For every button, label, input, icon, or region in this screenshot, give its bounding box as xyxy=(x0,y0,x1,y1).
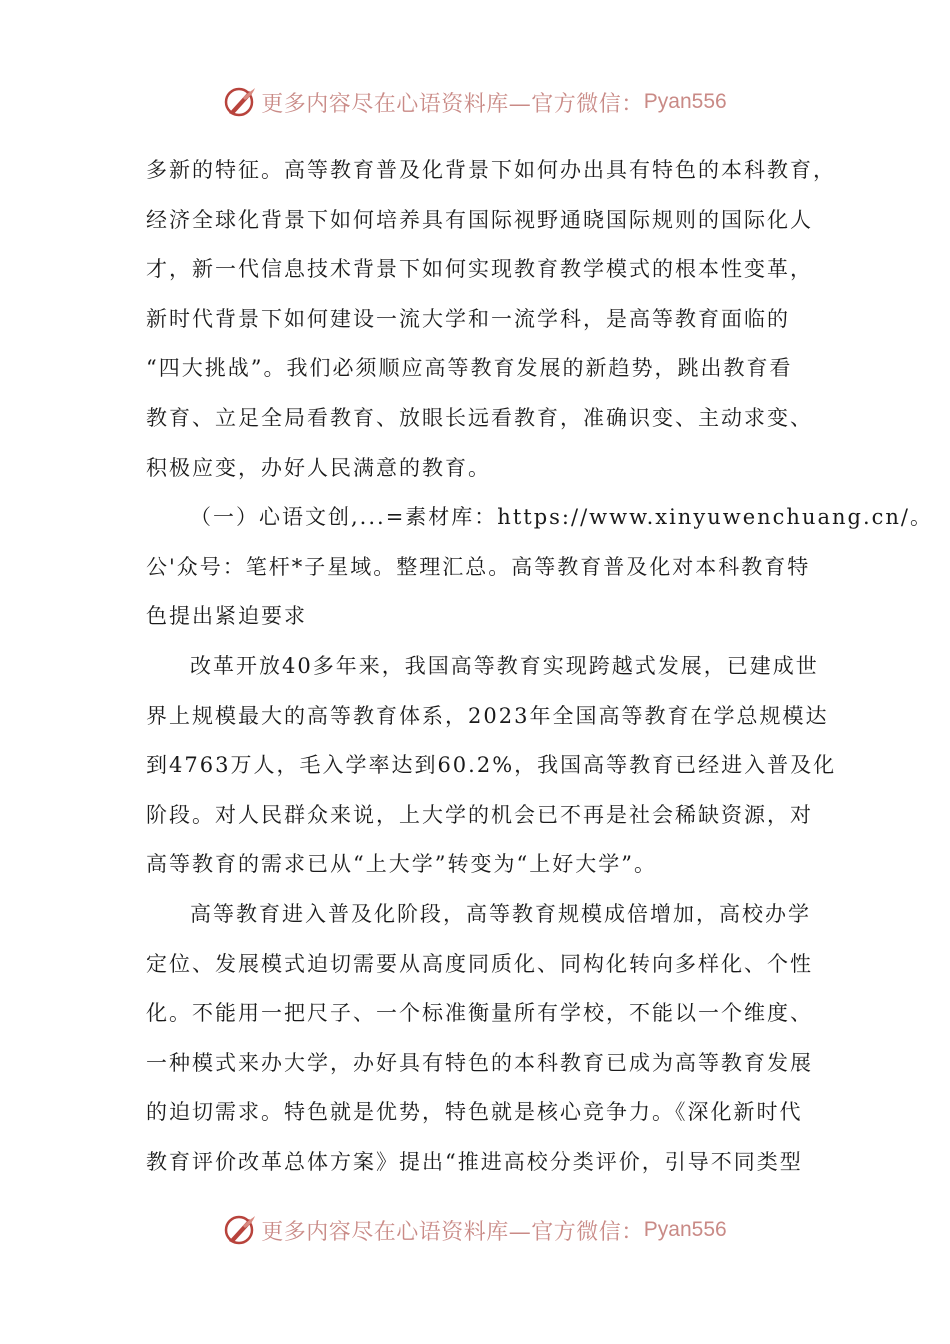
body-line: 改革开放40多年来，我国高等教育实现跨越式发展，已建成世 xyxy=(190,653,819,678)
wechat-id: Pyan556 xyxy=(643,90,727,113)
body-line: 积极应变，办好人民满意的教育。 xyxy=(146,455,491,480)
body-line: 教育评价改革总体方案》提出“推进高校分类评价，引导不同类型 xyxy=(146,1149,803,1174)
banner-text: 更多内容尽在心语资料库—官方微信： xyxy=(261,1219,644,1245)
header-banner xyxy=(0,80,950,124)
body-line: 经济全球化背景下如何培养具有国际视野通晓国际规则的国际化人 xyxy=(146,207,813,232)
body-line: 教育、立足全局看教育、放眼长远看教育，准确识变、主动求变、 xyxy=(146,405,813,430)
quill-logo-icon xyxy=(223,1213,257,1247)
body-line: 高等教育的需求已从“上大学”转变为“上好大学”。 xyxy=(146,852,657,877)
body-line: 高等教育进入普及化阶段，高等教育规模成倍增加，高校办学 xyxy=(190,901,811,926)
section-heading-line: 公'众号：笔杆*子星域。整理汇总。高等教育普及化对本科教育特 xyxy=(146,554,811,579)
section-heading-line: 色提出紧迫要求 xyxy=(146,604,307,629)
body-line: 界上规模最大的高等教育体系，2023年全国高等教育在学总规模达 xyxy=(146,703,829,728)
body-line: 到4763万人，毛入学率达到60.2%，我国高等教育已经进入普及化 xyxy=(146,753,837,778)
wechat-id: Pyan556 xyxy=(643,1218,727,1241)
body-line: 化。不能用一把尺子、一个标准衡量所有学校，不能以一个维度、 xyxy=(146,1001,813,1026)
body-line: 一种模式来办大学，办好具有特色的本科教育已成为高等教育发展 xyxy=(146,1050,813,1075)
body-line: 定位、发展模式迫切需要从高度同质化、同构化转向多样化、个性 xyxy=(146,951,813,976)
footer-banner xyxy=(0,1208,950,1252)
body-line: 的迫切需求。特色就是优势，特色就是核心竞争力。《深化新时代 xyxy=(146,1100,803,1125)
body-line: 新时代背景下如何建设一流大学和一流学科，是高等教育面临的 xyxy=(146,306,790,331)
document-body xyxy=(146,150,933,1191)
body-line: “四大挑战”。我们必须顺应高等教育发展的新趋势，跳出教育看 xyxy=(146,356,793,381)
quill-logo-icon xyxy=(223,85,257,119)
banner-text: 更多内容尽在心语资料库—官方微信： xyxy=(261,91,644,117)
section-heading-line: （一）心语文创,...=素材库：https://www.xinyuwenchuang.cn/。 xyxy=(190,505,933,530)
body-line: 多新的特征。高等教育普及化背景下如何办出具有特色的本科教育， xyxy=(146,158,836,182)
body-line: 才，新一代信息技术背景下如何实现教育教学模式的根本性变革， xyxy=(146,257,813,282)
body-line: 阶段。对人民群众来说，上大学的机会已不再是社会稀缺资源，对 xyxy=(146,802,813,827)
